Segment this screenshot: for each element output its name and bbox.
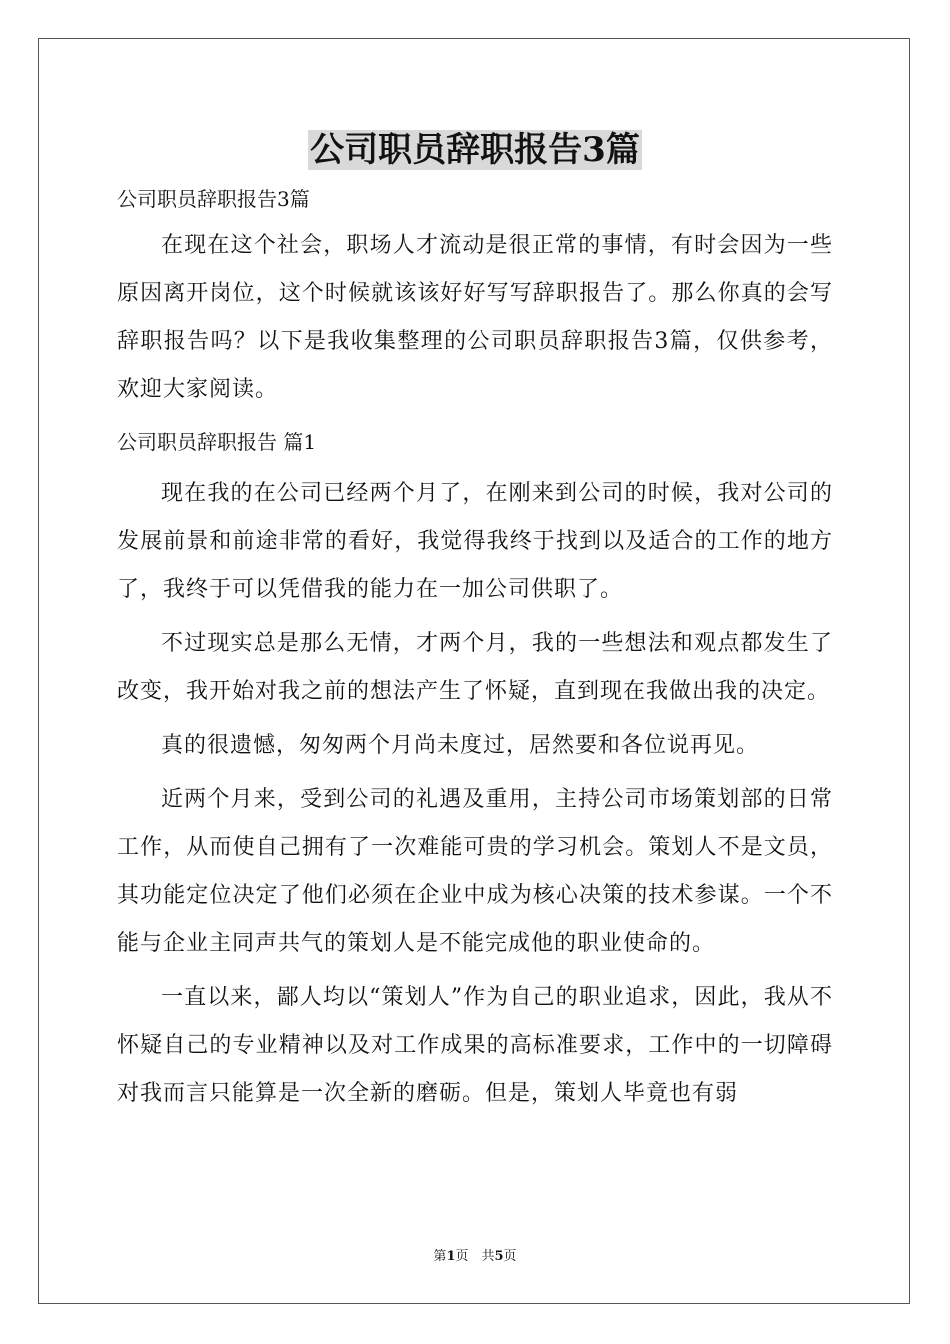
body-paragraph: 近两个月来，受到公司的礼遇及重用，主持公司市场策划部的日常工作，从而使自己拥有了一次难能可贵的学习机会。策划人不是文员，其功能定位决定了他们必须在企业中成为核心决策的技术参谋。一个不能与企业主同声共气的策划人是不能完成他的职业使命的。 [117,787,833,956]
page-footer [0,1248,950,1266]
page-number-mid: 页 共 [455,1249,495,1264]
page-number-suffix: 页 [503,1249,517,1264]
page-number-total: 5 [494,1249,504,1264]
document-title [0,128,950,172]
intro-paragraph: 在现在这个社会，职场人才流动是很正常的事情，有时会因为一些原因离开岗位，这个时候就该该好好写写辞职报告了。那么你真的会写辞职报告吗？以下是我收集整理的公司职员辞职报告3篇，仅供参考，欢迎大家阅读。 [117,233,833,402]
body-paragraph: 真的很遗憾，匆匆两个月尚未度过，居然要和各位说再见。 [161,733,760,758]
page-number-current: 1 [446,1249,456,1264]
page-number-prefix: 第 [433,1249,447,1264]
section-heading: 公司职员辞职报告 篇1 [117,430,317,454]
body-paragraph: 不过现实总是那么无情，才两个月，我的一些想法和观点都发生了改变，我开始对我之前的想法产生了怀疑，直到现在我做出我的决定。 [117,631,833,704]
body-paragraph: 现在我的在公司已经两个月了，在刚来到公司的时候，我对公司的发展前景和前途非常的看好，我觉得我终于找到以及适合的工作的地方了，我终于可以凭借我的能力在一加公司供职了。 [117,481,833,602]
document-title-text: 公司职员辞职报告3篇 [310,130,640,170]
body-paragraph: 一直以来，鄙人均以“策划人”作为自己的职业追求，因此，我从不怀疑自己的专业精神以及对工作成果的高标准要求，工作中的一切障碍对我而言只能算是一次全新的磨砺。但是，策划人毕竟也有弱 [117,985,833,1106]
document-body [117,180,833,1124]
document-subtitle: 公司职员辞职报告3篇 [117,187,310,211]
